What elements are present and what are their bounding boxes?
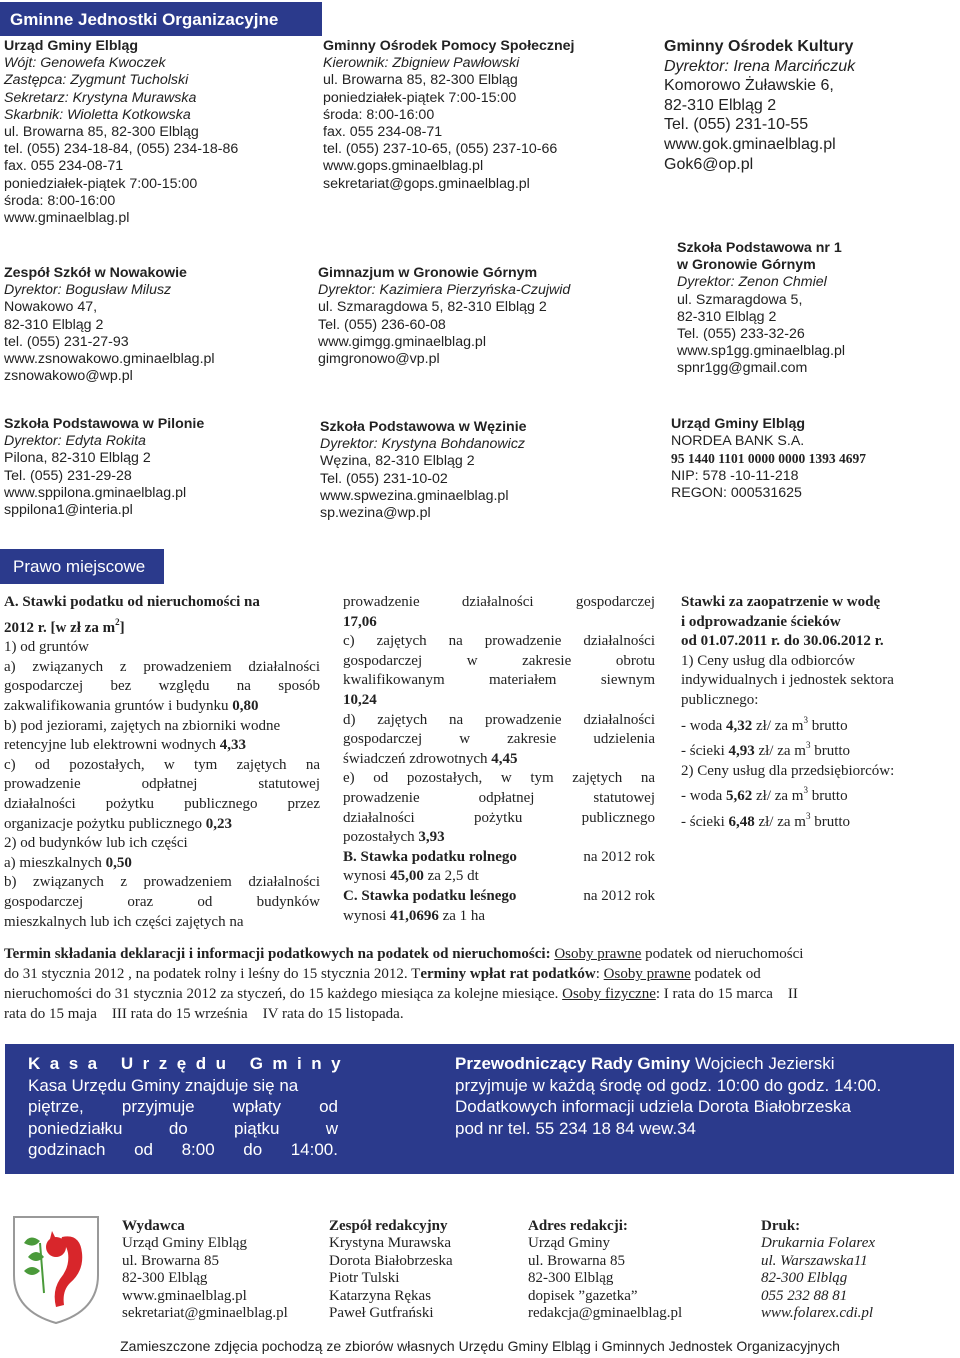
- water-unit-end: brutto: [814, 743, 851, 760]
- kasa-l3: poniedziałku do piątku w: [28, 1118, 338, 1138]
- spp-block: [4, 416, 204, 519]
- adres-l4: dopisek ”gazetka”: [528, 1287, 638, 1304]
- wydawca-l2: ul. Browarna 85: [122, 1252, 220, 1269]
- tax-l11: 2) od budynków lub ich części: [4, 835, 188, 852]
- tax2-l11-text: pozostałych: [343, 829, 415, 846]
- bank-name: Urząd Gminy Elbląg: [671, 416, 806, 432]
- bank-account: 95 1440 1101 0000 0000 1393 4697: [671, 451, 867, 467]
- tax-l6: [4, 736, 320, 756]
- water-unit-sup: 3: [803, 785, 808, 796]
- water-l1: 1) Ceny usług dla odbiorców: [681, 652, 856, 669]
- water-s1-value: 4,93: [728, 743, 755, 760]
- rada-l3: Dodatkowych informacji udziela Dorota Białobrzeska: [455, 1097, 851, 1116]
- water-unit-end: brutto: [814, 813, 851, 830]
- spw-email: sp.wezina@wp.pl: [320, 505, 431, 522]
- spp-address: Pilona, 82-310 Elbląg 2: [4, 450, 151, 467]
- tax-l13: b) związanych z prowadzeniem działalności: [4, 874, 320, 891]
- sp1-email: spnr1gg@gmail.com: [677, 360, 808, 377]
- urzad-address: ul. Browarna 85, 82-300 Elbląg: [4, 124, 199, 141]
- tax2-c2-post: za 1 ha: [442, 907, 486, 924]
- gok-email: Gok6@op.pl: [664, 155, 754, 173]
- bank-regon: REGON: 000531625: [671, 484, 802, 501]
- tax-l6-value: 4,33: [219, 737, 247, 754]
- gok-name: Gminny Ośrodek Kultury: [664, 38, 854, 55]
- tax-l12-text: a) mieszkalnych: [4, 854, 102, 871]
- gops-fax: fax. 055 234-08-71: [323, 124, 443, 141]
- sp1-www: www.sp1gg.gminaelblag.pl: [677, 343, 845, 360]
- tax2-l7-value: 4,45: [491, 750, 518, 767]
- footer-wydawca: [122, 1218, 288, 1322]
- urzad-www: www.gminaelblag.pl: [4, 210, 130, 227]
- water-h3: od 01.07.2011 r. do 30.06.2012 r.: [681, 633, 884, 650]
- tax2-b2: [343, 867, 655, 887]
- zsn-address2: 82-310 Elbląg 2: [4, 316, 104, 333]
- tax2-c-head: C. Stawka podatku leśnego: [343, 887, 517, 904]
- section-title-units: Gminne Jednostki Organizacyjne: [10, 10, 279, 29]
- spp-email: sppilona1@interia.pl: [4, 502, 133, 519]
- tax2-l6: gospodarczej w zakresie udzielenia: [343, 731, 655, 748]
- water-l3: publicznego:: [681, 691, 759, 708]
- photo-credit: Zamieszczone zdjęcia pochodzą ze zbiorów własnych Urzędu Gminy Elbląg i Gminnych Jednostek Organizacyjnych: [120, 1338, 840, 1354]
- tax-heading-2-end: ]: [119, 619, 125, 636]
- water-unit-sup: 3: [803, 714, 808, 725]
- water-w1-pre: - woda: [681, 717, 723, 734]
- urzad-skarbnik: Skarbnik: Wioletta Kotkowska: [4, 106, 191, 123]
- footer-zespol: [329, 1218, 453, 1322]
- zsn-block: [4, 265, 215, 385]
- bank-bank: NORDEA BANK S.A.: [671, 433, 805, 450]
- zespol-l4: Katarzyna Rękas: [329, 1287, 432, 1304]
- rada-l1: [455, 1053, 881, 1075]
- gops-www: www.gops.gminaelblag.pl: [323, 158, 484, 175]
- zespol-l2: Dorota Białobrzeska: [329, 1252, 453, 1269]
- tax-heading-2-text: 2012 r. [w zł za m: [4, 619, 116, 636]
- wydawca-l1: Urząd Gminy Elbląg: [122, 1235, 247, 1252]
- zsn-www: www.zsnowakowo.gminaelblag.pl: [4, 351, 215, 368]
- gim-www: www.gimgg.gminaelblag.pl: [318, 333, 486, 350]
- deadline-t4: do 31 stycznia 2012 , na podatek rolny i leśny do 15 stycznia 2012. T: [4, 966, 421, 982]
- tax2-v4: 10,24: [343, 691, 377, 708]
- water-column: [681, 593, 951, 833]
- tax-l6-text: retencyjne lub elektrowni wodnych: [4, 737, 217, 754]
- gok-block: [664, 37, 855, 174]
- deadline-t6: :: [595, 966, 600, 982]
- tax-l10-text: organizacje pożytku publicznego: [4, 815, 202, 832]
- sp1-address2: 82-310 Elbląg 2: [677, 308, 777, 325]
- druk-l1: Drukarnia Folarex: [761, 1235, 876, 1252]
- rada-block: [455, 1053, 881, 1139]
- deadline-t1: Termin składania deklaracji i informacji podatkowych na podatek od nieruchomości:: [4, 946, 551, 962]
- tax-l2: a) związanych z prowadzeniem działalności: [4, 658, 320, 675]
- sp1-block: [677, 240, 845, 378]
- water-w2-pre: - woda: [681, 788, 723, 805]
- gops-block: [323, 38, 575, 193]
- druk-l3: 82-300 Elbląg: [761, 1270, 848, 1287]
- coat-of-arms-logo: [10, 1213, 102, 1325]
- tax-column-1: [4, 593, 320, 932]
- tax2-l5: d) zajętych na prowadzenie działalności: [343, 711, 655, 728]
- gim-address: ul. Szmaragdowa 5, 82-310 Elbląg 2: [318, 299, 547, 316]
- water-unit-sup: 3: [805, 810, 811, 821]
- spw-tel: Tel. (055) 231-10-02: [320, 470, 448, 487]
- deadline-t2: Osoby prawne: [554, 946, 642, 962]
- gops-tel: tel. (055) 237-10-65, (055) 237-10-66: [323, 141, 558, 158]
- water-s1-pre: - ścieki: [681, 743, 725, 760]
- tax-column-2: [343, 593, 655, 926]
- sp1-address1: ul. Szmaragdowa 5,: [677, 291, 803, 308]
- tax2-l8: e) od pozostałych, w tym zajętych na: [343, 770, 655, 787]
- druk-l2: ul. Warszawska11: [761, 1252, 868, 1269]
- tax2-b2-post: za 2,5 dt: [427, 868, 479, 885]
- gim-email: gimgronowo@vp.pl: [318, 351, 440, 368]
- deadline-t11: : I rata do 15 marca II: [655, 986, 798, 1002]
- tax2-c: [343, 887, 655, 907]
- gim-block: [318, 265, 570, 368]
- tax-l10: [4, 815, 320, 835]
- zsn-address1: Nowakowo 47,: [4, 299, 98, 316]
- spw-address: Węzina, 82-310 Elbląg 2: [320, 453, 475, 470]
- deadline-line-2: [4, 964, 954, 984]
- tax-l1: 1) od gruntów: [4, 639, 89, 656]
- tax2-l7: [343, 750, 655, 770]
- adres-l5: redakcja@gminaelblag.pl: [528, 1305, 683, 1322]
- kasa-l2: piętrze, przyjmuje wpłaty od: [28, 1097, 338, 1116]
- tax2-l11: [343, 828, 655, 848]
- water-h1: Stawki za zaopatrzenie w wodę: [681, 594, 881, 610]
- tax2-l1: prowadzenie działalności gospodarczej: [343, 594, 655, 610]
- deadline-paragraph: [4, 944, 954, 1024]
- tax2-c-rest: na 2012 rok: [583, 887, 655, 904]
- gok-head: Dyrektor: Irena Marcińczuk: [664, 57, 856, 75]
- zsn-head: Dyrektor: Bogusław Milusz: [4, 282, 172, 299]
- sp1-head: Dyrektor: Zenon Chmiel: [677, 274, 827, 291]
- tax2-b2-value: 45,00: [390, 868, 424, 885]
- tax2-l10: działalności pożytku publicznego: [343, 809, 655, 826]
- water-l4: 2) Ceny usług dla przedsiębiorców:: [681, 762, 895, 779]
- gops-wed: środa: 8:00-16:00: [323, 106, 435, 123]
- spp-tel: Tel. (055) 231-29-28: [4, 467, 132, 484]
- tax-heading-1: A. Stawki podatku od nieruchomości na: [4, 594, 260, 610]
- tax-l4-text: zakwalifikowania gruntów i budynku: [4, 697, 229, 714]
- spp-www: www.sppilona.gminaelblag.pl: [4, 484, 187, 501]
- water-unit: zł/ za m: [756, 717, 804, 734]
- sp1-name2: w Gronowie Górnym: [677, 257, 816, 274]
- urzad-tel: tel. (055) 234-18-84, (055) 234-18-86: [4, 141, 239, 158]
- spw-block: [320, 419, 527, 522]
- water-unit-end: brutto: [811, 717, 848, 734]
- tax-l5: b) pod jeziorami, zajętych na zbiorniki wodne: [4, 717, 281, 734]
- zespol-l3: Piotr Tulski: [329, 1270, 400, 1287]
- tax2-v1: 17,06: [343, 613, 377, 630]
- urzad-fax: fax. 055 234-08-71: [4, 158, 124, 175]
- rada-name: Wojciech Jezierski: [694, 1054, 835, 1073]
- water-row-4: [681, 807, 951, 833]
- tax-heading-2-sup: 2: [115, 616, 120, 627]
- adres-l1: Urząd Gminy: [528, 1235, 611, 1252]
- tax2-l4: kwalifikowanym materiałem siewnym: [343, 672, 655, 689]
- urzad-zastepca: Zastępca: Zygmunt Tucholski: [4, 72, 189, 89]
- tax2-l3: gospodarczej w zakresie obrotu: [343, 652, 655, 669]
- tax2-b-rest: na 2012 rok: [583, 848, 655, 865]
- gok-address2: 82-310 Elbląg 2: [664, 96, 777, 114]
- kasa-title: Kasa Urzędu Gminy: [28, 1054, 351, 1073]
- tax2-c2-value: 41,0696: [390, 907, 439, 924]
- urzad-block: [4, 38, 238, 227]
- tax2-l11-value: 3,93: [418, 829, 445, 846]
- urzad-sekretarz: Sekretarz: Krystyna Murawska: [4, 89, 197, 106]
- wydawca-title: Wydawca: [122, 1218, 185, 1234]
- deadline-t3: podatek od nieruchomości: [645, 946, 804, 962]
- spp-name: Szkoła Podstawowa w Pilonie: [4, 416, 205, 432]
- spw-www: www.spwezina.gminaelblag.pl: [320, 487, 509, 504]
- tax2-c2-pre: wynosi: [343, 907, 387, 924]
- spw-head: Dyrektor: Krystyna Bohdanowicz: [320, 436, 526, 453]
- urzad-hours: poniedziałek-piątek 7:00-15:00: [4, 175, 198, 192]
- wydawca-l5: sekretariat@gminaelblag.pl: [122, 1305, 288, 1322]
- gim-name: Gimnazjum w Gronowie Górnym: [318, 265, 538, 281]
- gim-head: Dyrektor: Kazimiera Pierzyńska-Czujwid: [318, 282, 571, 299]
- adres-l3: 82-300 Elbląg: [528, 1270, 614, 1287]
- gops-address: ul. Browarna 85, 82-300 Elbląg: [323, 72, 518, 89]
- tax2-c2: [343, 907, 655, 927]
- gok-www: www.gok.gminaelblag.pl: [664, 135, 836, 153]
- spw-name: Szkoła Podstawowa w Węzinie: [320, 419, 527, 435]
- urzad-name: Urząd Gminy Elbląg: [4, 38, 139, 54]
- gops-email: sekretariat@gops.gminaelblag.pl: [323, 175, 530, 192]
- deadline-t7: Osoby prawne: [603, 966, 691, 982]
- rada-title: Przewodniczący Rady Gminy: [455, 1054, 691, 1073]
- deadline-t10: Osoby fizyczne: [562, 986, 656, 1002]
- zsn-name: Zespół Szkół w Nowakowie: [4, 265, 187, 281]
- tax-l8: prowadzenie odpłatnej statutowej: [4, 776, 320, 793]
- gops-hours: poniedziałek-piątek 7:00-15:00: [323, 89, 517, 106]
- tax2-b2-pre: wynosi: [343, 868, 387, 885]
- tax2-l7-text: świadczeń zdrowotnych: [343, 750, 488, 767]
- deadline-t12: rata do 15 maja III rata do 15 września IV rata do 15 listopada.: [4, 1006, 404, 1022]
- adres-l2: ul. Browarna 85: [528, 1252, 626, 1269]
- kasa-l4: godzinach od 8:00 do 14:00.: [28, 1140, 338, 1159]
- urzad-wojt: Wójt: Genowefa Kwoczek: [4, 55, 166, 72]
- tax-l14: gospodarczej oraz od budynków: [4, 893, 320, 910]
- tax-l12: [4, 854, 320, 874]
- gops-head: Kierownik: Zbigniew Pawłowski: [323, 55, 520, 72]
- tax-l9: działalności pożytku publicznego przez: [4, 795, 320, 812]
- gops-name: Gminny Ośrodek Pomocy Społecznej: [323, 38, 575, 54]
- footer-adres: [528, 1218, 682, 1322]
- water-unit: zł/ za m: [756, 788, 804, 805]
- tax2-b: [343, 848, 655, 868]
- sp1-tel: Tel. (055) 233-32-26: [677, 326, 805, 343]
- deadline-line-1: [4, 944, 954, 964]
- wydawca-l3: 82-300 Elbląg: [122, 1270, 208, 1287]
- water-unit: zł/ za m: [758, 743, 806, 760]
- water-s2-value: 6,48: [728, 813, 755, 830]
- section-title-law: Prawo miejscowe: [13, 557, 146, 576]
- tax-l3: gospodarczej bez względu na sposób: [4, 678, 320, 695]
- water-unit: zł/ za m: [758, 813, 806, 830]
- gok-tel: Tel. (055) 231-10-55: [664, 116, 809, 134]
- rada-l2: przyjmuje w każdą środę od godz. 10:00 do godz. 14:00.: [455, 1075, 882, 1095]
- gok-address1: Komorowo Żuławskie 6,: [664, 77, 834, 95]
- tax-l12-value: 0,50: [105, 854, 132, 871]
- tax-heading-2: [4, 613, 320, 639]
- water-unit-sup: 3: [805, 740, 811, 751]
- water-w1-value: 4,32: [726, 717, 753, 734]
- rada-l4: pod nr tel. 55 234 18 84 wew.34: [455, 1118, 697, 1138]
- druk-l4: 055 232 88 81: [761, 1287, 848, 1304]
- sp1-name1: Szkoła Podstawowa nr 1: [677, 240, 842, 256]
- water-unit-end: brutto: [811, 788, 848, 805]
- water-s2-pre: - ścieki: [681, 813, 725, 830]
- tax2-b-head: B. Stawka podatku rolnego: [343, 848, 517, 865]
- footer-druk: [761, 1218, 875, 1322]
- tax-l10-value: 0,23: [205, 815, 232, 832]
- adres-title: Adres redakcji:: [528, 1218, 628, 1234]
- zespol-l1: Krystyna Murawska: [329, 1235, 452, 1252]
- spp-head: Dyrektor: Edyta Rokita: [4, 433, 146, 450]
- gim-tel: Tel. (055) 236-60-08: [318, 316, 446, 333]
- druk-l5: www.folarex.cdi.pl: [761, 1305, 874, 1322]
- kasa-l1: Kasa Urzędu Gminy znajduje się na: [28, 1075, 299, 1095]
- deadline-t8: podatek od: [694, 966, 761, 982]
- tax2-l2: c) zajętych na prowadzenie działalności: [343, 633, 655, 650]
- tax-l4-value: 0,80: [232, 697, 259, 714]
- zsn-tel: tel. (055) 231-27-93: [4, 333, 129, 350]
- druk-title: Druk:: [761, 1218, 801, 1234]
- tax-l15: mieszkalnych lub ich części zajętych na: [4, 913, 244, 930]
- water-l2: indywidualnych i jednostek sektora: [681, 672, 894, 689]
- deadline-line-3: [4, 984, 954, 1004]
- water-row-1: [681, 711, 951, 737]
- water-row-3: [681, 781, 951, 807]
- bank-nip: NIP: 578 -10-11-218: [671, 467, 799, 484]
- deadline-t5: erminy wpłat rat podatków: [420, 966, 596, 982]
- water-w2-value: 5,62: [726, 788, 753, 805]
- urzad-wed: środa: 8:00-16:00: [4, 192, 116, 209]
- tax-l4: [4, 697, 320, 717]
- tax2-l9: prowadzenie odpłatnej statutowej: [343, 789, 655, 806]
- zsn-email: zsnowakowo@wp.pl: [4, 368, 133, 385]
- zespol-l5: Paweł Gutfrański: [329, 1305, 434, 1322]
- water-h2: i odprowadzanie ścieków: [681, 613, 841, 630]
- bank-block: [671, 416, 866, 502]
- zespol-title: Zespół redakcyjny: [329, 1218, 448, 1234]
- tax-l7: c) od pozostałych, w tym zajętych na: [4, 756, 320, 773]
- kasa-block: [28, 1053, 351, 1161]
- deadline-t9: nieruchomości do 31 stycznia 2012 za styczeń, do 15 każdego miesiąca za kolejne miesiące.: [4, 986, 559, 1002]
- water-row-2: [681, 736, 951, 762]
- wydawca-l4: www.gminaelblag.pl: [122, 1287, 247, 1304]
